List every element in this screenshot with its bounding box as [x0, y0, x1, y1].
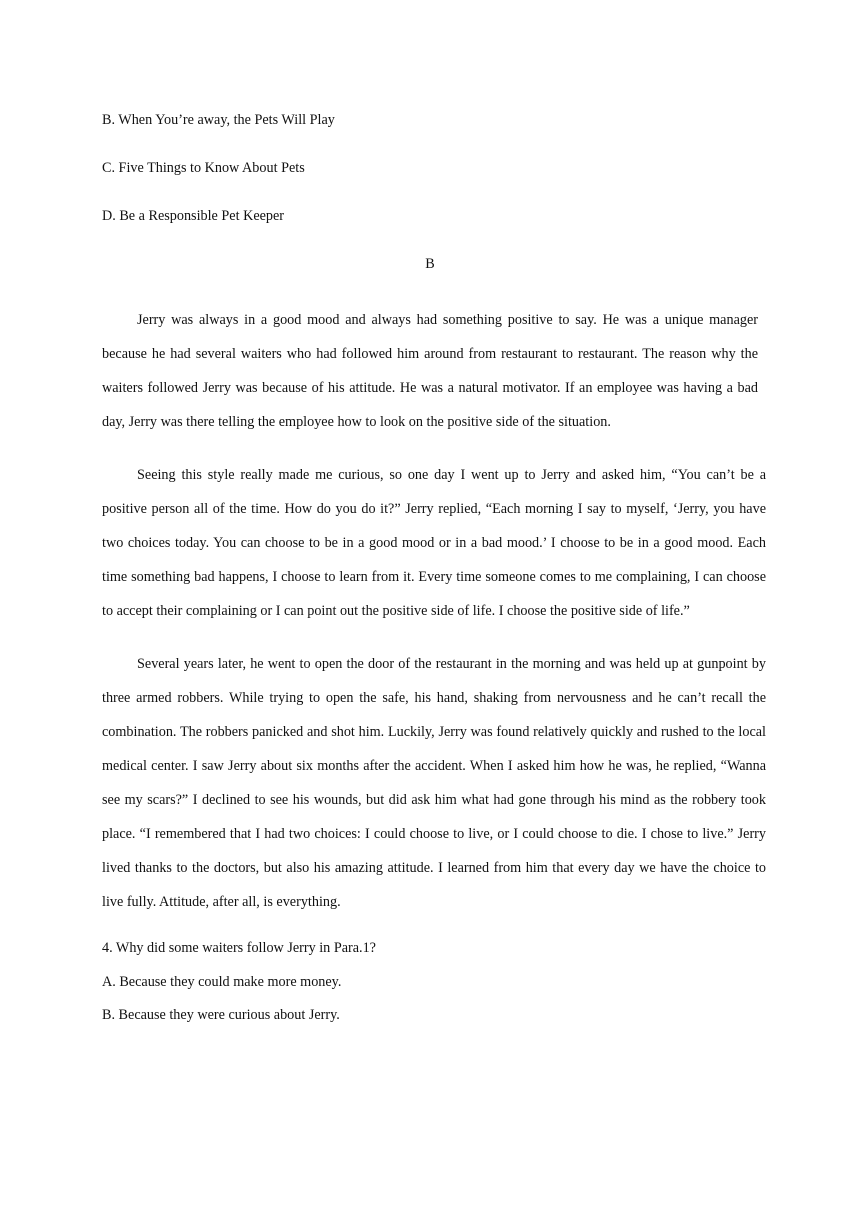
question-text: 4. Why did some waiters follow Jerry in Para.1? — [102, 940, 376, 956]
answer-option-c: C. Five Things to Know About Pets — [102, 160, 305, 176]
document-content — [102, 110, 766, 1039]
answer-option-d: D. Be a Responsible Pet Keeper — [102, 208, 285, 224]
question-block — [102, 938, 758, 1039]
answer-option-b: B. When You’re away, the Pets Will Play — [102, 112, 335, 128]
passage-paragraph-3: Several years later, he went to open the door of the restaurant in the morning and was held up at gunpoint by three armed robbers. While trying to open the safe, his hand, shaking from nervousness and he can’t recall the combination. The robbers panicked and shot him. Luckily, Jerry was found relatively quickly and rushed to the local medical center. I saw Jerry about six months after the accident. When I asked him how he was, he replied, “Wanna see my scars?” I declined to see his wounds, but did ask him what had gone through his mind as the robbery took place. “I remembered that I had two choices: I could choose to live, or I could choose to die. I chose to live.” Jerry lived thanks to the doctors, but also his amazing attitude. I learned from him that every day we have the choice to live fully. Attitude, after all, is everything. — [102, 656, 766, 910]
passage-paragraph-2: Seeing this style really made me curious, so one day I went up to Jerry and asked him, “You can’t be a positive person all of the time. How do you do it?” Jerry replied, “Each morning I say to myself, ‘Jerry, you have two choices today. You can choose to be in a good mood or in a bad mood.’ I choose to be in a good mood. Each time something bad happens, I choose to learn from it. Every time someone comes to me complaining, I can choose to accept their complaining or I can point out the positive side of life. I choose the positive side of life.” — [102, 467, 766, 619]
question-option-b: B. Because they were curious about Jerry. — [102, 1007, 340, 1023]
question-option-a: A. Because they could make more money. — [102, 973, 342, 990]
section-heading: B — [425, 256, 435, 272]
passage-paragraph-1: Jerry was always in a good mood and always had something positive to say. He was a unique manager because he had several waiters who had followed him around from restaurant to restaurant. The reason why the waiters followed Jerry was because of his attitude. He was a natural motivator. If an employee was having a bad day, Jerry was there telling the employee how to look on the positive side of the situation. — [102, 312, 758, 430]
